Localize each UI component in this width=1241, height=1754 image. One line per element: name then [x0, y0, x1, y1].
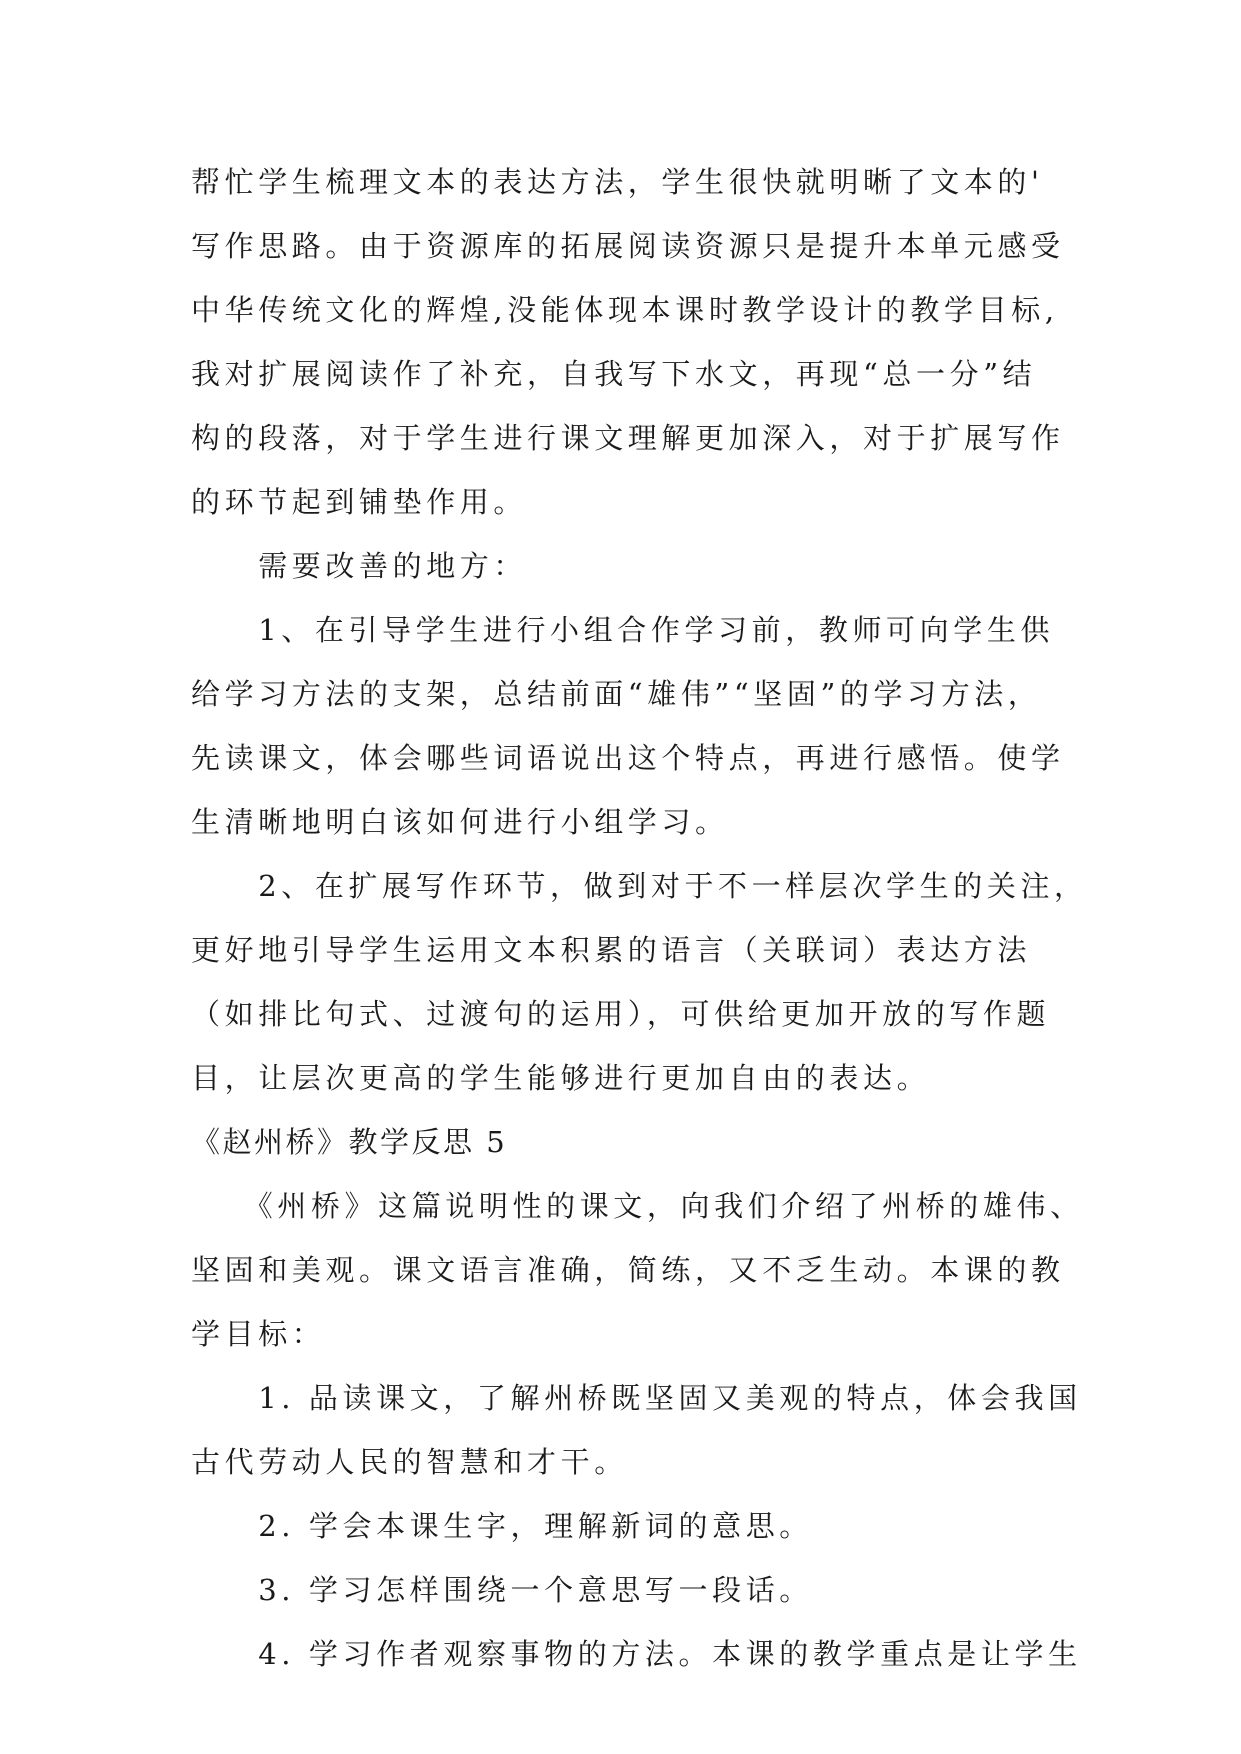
body-text-line: 1. 品读课文，了解州桥既坚固又美观的特点，体会我国 [191, 1381, 1082, 1415]
body-text-line: 坚固和美观。课文语言准确，简练，又不乏生动。本课的教 [191, 1253, 1065, 1287]
body-text-line: 4. 学习作者观察事物的方法。本课的教学重点是让学生 [191, 1637, 1082, 1671]
body-text-line: 更好地引导学生运用文本积累的语言（关联词）表达方法 [191, 933, 1032, 967]
body-text-line: 生清晰地明白该如何进行小组学习。 [191, 805, 729, 839]
body-text-line: 《州桥》这篇说明性的课文，向我们介绍了州桥的雄伟、 [191, 1189, 1084, 1223]
body-text-line: 3. 学习怎样围绕一个意思写一段话。 [191, 1573, 813, 1607]
body-text-line: 构的段落，对于学生进行课文理解更加深入，对于扩展写作 [191, 421, 1065, 455]
body-text-line: 1、在引导学生进行小组合作学习前，教师可向学生供 [191, 613, 1055, 647]
body-text-line: 帮忙学生梳理文本的表达方法，学生很快就明晰了文本的' [191, 165, 1044, 199]
body-text-line: 古代劳动人民的智慧和才干。 [191, 1445, 628, 1479]
body-text-line: 目，让层次更高的学生能够进行更加自由的表达。 [191, 1061, 931, 1095]
body-text-line: 学目标： [191, 1317, 326, 1351]
section-label: 需要改善的地方： [191, 549, 528, 583]
body-text-line: 2、在扩展写作环节，做到对于不一样层次学生的关注， [191, 869, 1088, 903]
body-text-line: 2. 学会本课生字，理解新词的意思。 [191, 1509, 813, 1543]
body-text-line: 给学习方法的支架，总结前面“雄伟”“坚固”的学习方法， [191, 677, 1042, 711]
body-text-line: 写作思路。由于资源库的拓展阅读资源只是提升本单元感受 [191, 229, 1065, 263]
body-text-line: 先读课文，体会哪些词语说出这个特点，再进行感悟。使学 [191, 741, 1065, 775]
section-heading: 《赵州桥》教学反思 5 [191, 1125, 508, 1159]
body-text-line: 中华传统文化的辉煌,没能体现本课时教学设计的教学目标, [191, 293, 1059, 327]
body-text-line: 的环节起到铺垫作用。 [191, 485, 528, 519]
body-text-line: 我对扩展阅读作了补充，自我写下水文，再现“总一分”结 [191, 357, 1037, 391]
body-text-line: （如排比句式、过渡句的运用），可供给更加开放的写作题 [191, 997, 1051, 1031]
